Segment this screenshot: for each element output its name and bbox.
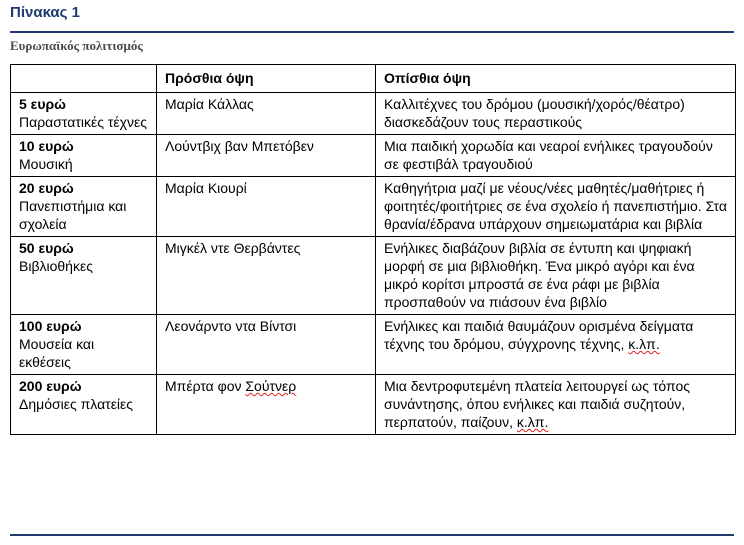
back-text: Ενήλικες και παιδιά θαυμάζουν ορισμένα δείγματα τέχνης του δρόμου, σύγχρονης τέχνης, xyxy=(384,318,694,352)
denomination-theme: Δημόσιες πλατείες xyxy=(19,396,134,412)
euro-banknotes-table xyxy=(10,64,736,435)
header-denomination xyxy=(11,65,157,93)
denomination-cell xyxy=(11,375,157,435)
front-cell: Μιγκέλ ντε Θερβάντες xyxy=(157,237,376,315)
front-cell: Μαρία Κάλλας xyxy=(157,93,376,135)
front-cell: Λεονάρντο ντα Βίντσι xyxy=(157,315,376,375)
denomination-value: 50 ευρώ xyxy=(19,240,74,256)
back-cell: Καθηγήτρια μαζί με νέους/νέες μαθητές/μαθήτριες ή φοιτητές/φοιτήτριες σε ένα σχολείο ή πανεπιστήμιο. Στα θρανία/έδρανα υπάρχουν σημειωματάρια και βιβλία xyxy=(376,177,736,237)
table-row xyxy=(11,237,736,315)
table-caption: Ευρωπαϊκός πολιτισμός xyxy=(10,38,143,53)
denomination-value: 200 ευρώ xyxy=(19,378,82,394)
bottom-rule xyxy=(10,534,734,536)
back-text-flagged: κ.λπ. xyxy=(628,336,660,352)
back-text-flagged: κ.λπ. xyxy=(516,414,549,430)
table-row xyxy=(11,315,736,375)
table-row xyxy=(11,135,736,177)
front-cell: Λούντβιχ βαν Μπετόβεν xyxy=(157,135,376,177)
header-back: Οπίσθια όψη xyxy=(376,65,736,93)
back-cell: Μια παιδική χορωδία και νεαροί ενήλικες τραγουδούν σε φεστιβάλ τραγουδιού xyxy=(376,135,736,177)
back-cell: Ενήλικες διαβάζουν βιβλία σε έντυπη και ψηφιακή μορφή σε μια βιβλιοθήκη. Ένα μικρό αγόρι και ένα μικρό κορίτσι μπροστά σε ένα ράφι με βιβλία προσπαθούν να πιάσουν ένα βιβλίο xyxy=(376,237,736,315)
denomination-cell xyxy=(11,135,157,177)
denomination-cell xyxy=(11,315,157,375)
denomination-theme: Πανεπιστήμια και σχολεία xyxy=(19,198,127,232)
front-cell xyxy=(157,375,376,435)
table-row xyxy=(11,177,736,237)
table-row xyxy=(11,93,736,135)
back-cell xyxy=(376,375,736,435)
front-text: Μπέρτα φον xyxy=(165,378,246,394)
denomination-value: 100 ευρώ xyxy=(19,318,82,334)
header-row xyxy=(11,65,736,93)
back-cell: Καλλιτέχνες του δρόμου (μουσική/χορός/θέατρο) διασκεδάζουν τους περαστικούς xyxy=(376,93,736,135)
denomination-value: 10 ευρώ xyxy=(19,138,74,154)
denomination-cell xyxy=(11,93,157,135)
back-cell xyxy=(376,315,736,375)
denomination-cell xyxy=(11,237,157,315)
front-text-flagged: Σούτνερ xyxy=(245,378,297,394)
denomination-theme: Μουσεία και εκθέσεις xyxy=(19,336,95,370)
table-row xyxy=(11,375,736,435)
denomination-theme: Μουσική xyxy=(19,156,73,172)
back-text: Μια δεντροφυτεμένη πλατεία λειτουργεί ως τόπος συνάντησης, όπου ενήλικες και παιδιά συζητούν, περπατούν, παίζουν, xyxy=(384,378,690,430)
header-front: Πρόσθια όψη xyxy=(157,65,376,93)
denomination-theme: Βιβλιοθήκες xyxy=(19,258,93,274)
denomination-cell xyxy=(11,177,157,237)
front-cell: Μαρία Κιουρί xyxy=(157,177,376,237)
denomination-theme: Παραστατικές τέχνες xyxy=(19,114,147,130)
table-label: Πίνακας 1 xyxy=(10,4,80,21)
denomination-value: 5 ευρώ xyxy=(19,96,66,112)
denomination-value: 20 ευρώ xyxy=(19,180,74,196)
top-rule xyxy=(10,31,734,33)
